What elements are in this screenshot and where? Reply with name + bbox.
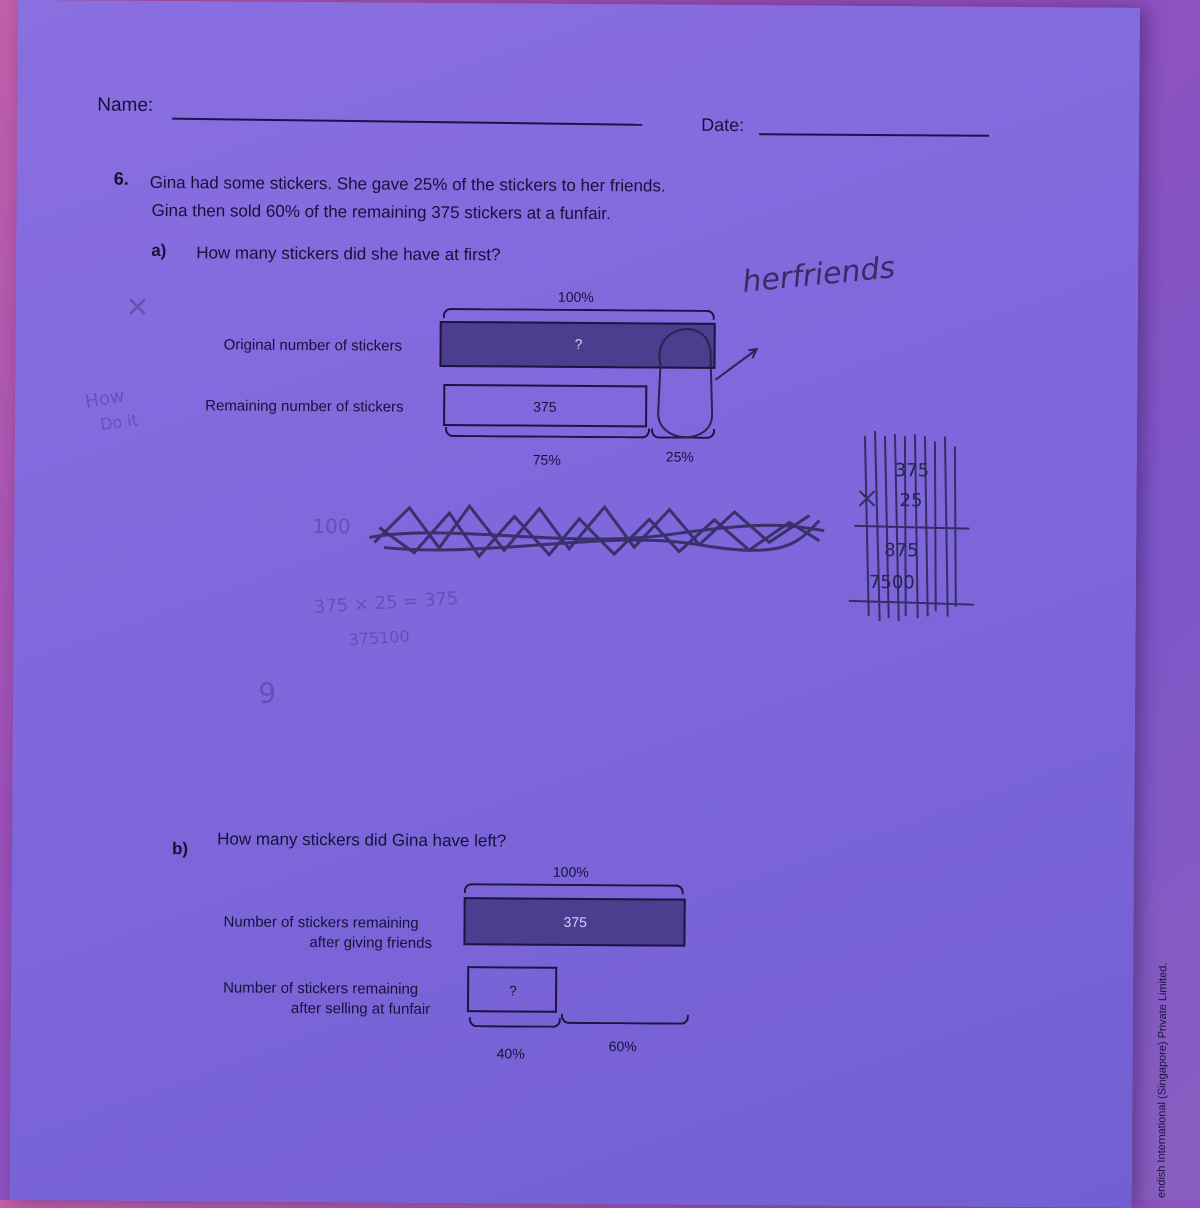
svg-text:7500: 7500 [868,571,915,594]
part-b-bottom-brace-right [561,1014,689,1025]
part-a-marker: a) [151,240,167,261]
date-label: Date: [701,114,745,136]
scribbled-out-work [369,487,830,580]
original-stickers-value: ? [574,335,583,352]
question-line-1: Gina had some stickers. She gave 25% of the stickers to her friends. [149,172,666,196]
question-line-2: Gina then sold 60% of the remaining 375 stickers at a funfair. [151,200,611,224]
part-a-25-percent: 25% [665,448,694,465]
handwritten-calculation [844,406,986,637]
part-b-bottom-brace-left [469,1017,561,1028]
handwritten-annotation: herfriends [740,250,897,300]
after-friends-value: 375 [563,913,587,930]
part-a-75-percent: 75% [532,451,561,468]
part-b-marker: b) [172,839,189,859]
svg-text:375: 375 [894,460,930,482]
remaining-stickers-label: Remaining number of stickers [205,397,404,416]
part-b-question: How many stickers did Gina have left? [217,829,507,851]
name-line [172,118,642,126]
svg-text:875: 875 [884,540,919,562]
margin-note-do-it: Do it [98,410,140,435]
part-b-top-brace [464,883,684,895]
margin-note-how: How [83,385,126,413]
handdrawn-loop [640,304,771,455]
part-b-60-percent: 60% [608,1038,637,1055]
after-friends-bar [463,897,685,947]
part-a-bottom-brace-left [445,427,650,438]
question-number: 6. [113,168,129,189]
worksheet-page [10,0,1170,1208]
name-label: Name: [97,94,154,116]
after-funfair-bar [467,966,557,1013]
after-funfair-label-1: Number of stickers remaining [223,979,419,998]
part-a-top-percent: 100% [557,288,594,306]
remaining-stickers-value: 375 [533,398,557,415]
after-funfair-value: ? [509,982,517,999]
publisher-footer: endish International (Singapore) Private Limited. [1155,962,1170,1199]
after-friends-label-1: Number of stickers remaining [223,913,419,932]
work-9: 9 [258,676,277,710]
remaining-stickers-bar [443,384,647,427]
after-funfair-label-2: after selling at funfair [290,999,431,1018]
margin-x-mark: ✕ [125,290,150,324]
part-b-top-percent: 100% [552,863,589,881]
part-a-question: How many stickers did she have at first? [196,243,501,265]
work-result: 375100 [348,626,411,650]
work-multiplication: 375 × 25 = 375 [313,588,459,619]
svg-text:25: 25 [899,490,923,512]
part-b-40-percent: 40% [496,1045,525,1062]
work-100: 100 [312,514,351,539]
after-friends-label-2: after giving friends [309,934,433,952]
date-line [759,133,989,137]
original-stickers-label: Original number of stickers [223,336,403,355]
